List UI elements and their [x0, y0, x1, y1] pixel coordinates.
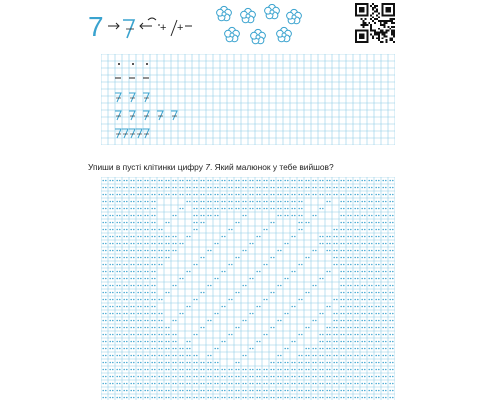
- traced-seven-stroke: [143, 93, 149, 102]
- flower-outline-icon: [265, 4, 280, 18]
- arrow-icon: [108, 23, 119, 29]
- hidden-picture-grid: [101, 177, 395, 400]
- traced-seven-stroke: [115, 129, 121, 138]
- stroke-step-two-icon: [158, 20, 192, 36]
- instruction-text-end: . Який малюнок у тебе вийшов?: [209, 162, 334, 172]
- task-instruction: [88, 162, 398, 172]
- traced-seven-stroke: [115, 93, 121, 102]
- start-dot: [132, 63, 134, 65]
- flower-outline-icon: [287, 9, 302, 23]
- flower-outline-icon: [217, 6, 232, 20]
- traced-seven-stroke: [115, 111, 121, 120]
- traced-seven-stroke: [136, 129, 142, 138]
- flower-counting-group: [214, 4, 314, 46]
- flower-outline-icon: [277, 27, 292, 41]
- traced-seven-stroke: [157, 111, 163, 120]
- traced-seven-stroke: [143, 111, 149, 120]
- practice-grid: [101, 54, 395, 145]
- traced-seven-stroke: [143, 129, 149, 138]
- back-arrow-icon: [140, 18, 156, 29]
- grid-lines: [101, 54, 395, 145]
- svg-text:+: +: [177, 22, 184, 34]
- traced-seven-stroke: [122, 129, 128, 138]
- grid-lines: [101, 177, 395, 400]
- traced-seven-stroke: [129, 111, 135, 120]
- instruction-digit: 7: [205, 162, 210, 172]
- traced-seven-stroke: [129, 129, 135, 138]
- stroke-step-digit-icon: [123, 20, 134, 38]
- traced-seven-stroke: [129, 93, 135, 102]
- flower-outline-icon: [251, 29, 266, 43]
- instruction-text-start: Упиши в пусті клітинки цифру: [88, 162, 206, 172]
- big-digit: 7: [88, 11, 104, 42]
- qr-code-icon[interactable]: [355, 3, 395, 43]
- start-dot: [146, 63, 148, 65]
- start-dot: [118, 63, 120, 65]
- svg-text:+: +: [160, 22, 167, 34]
- digit-stroke-guide: [88, 10, 208, 42]
- traced-seven-stroke: [171, 111, 177, 120]
- flower-outline-icon: [225, 27, 240, 41]
- flower-outline-icon: [241, 8, 256, 22]
